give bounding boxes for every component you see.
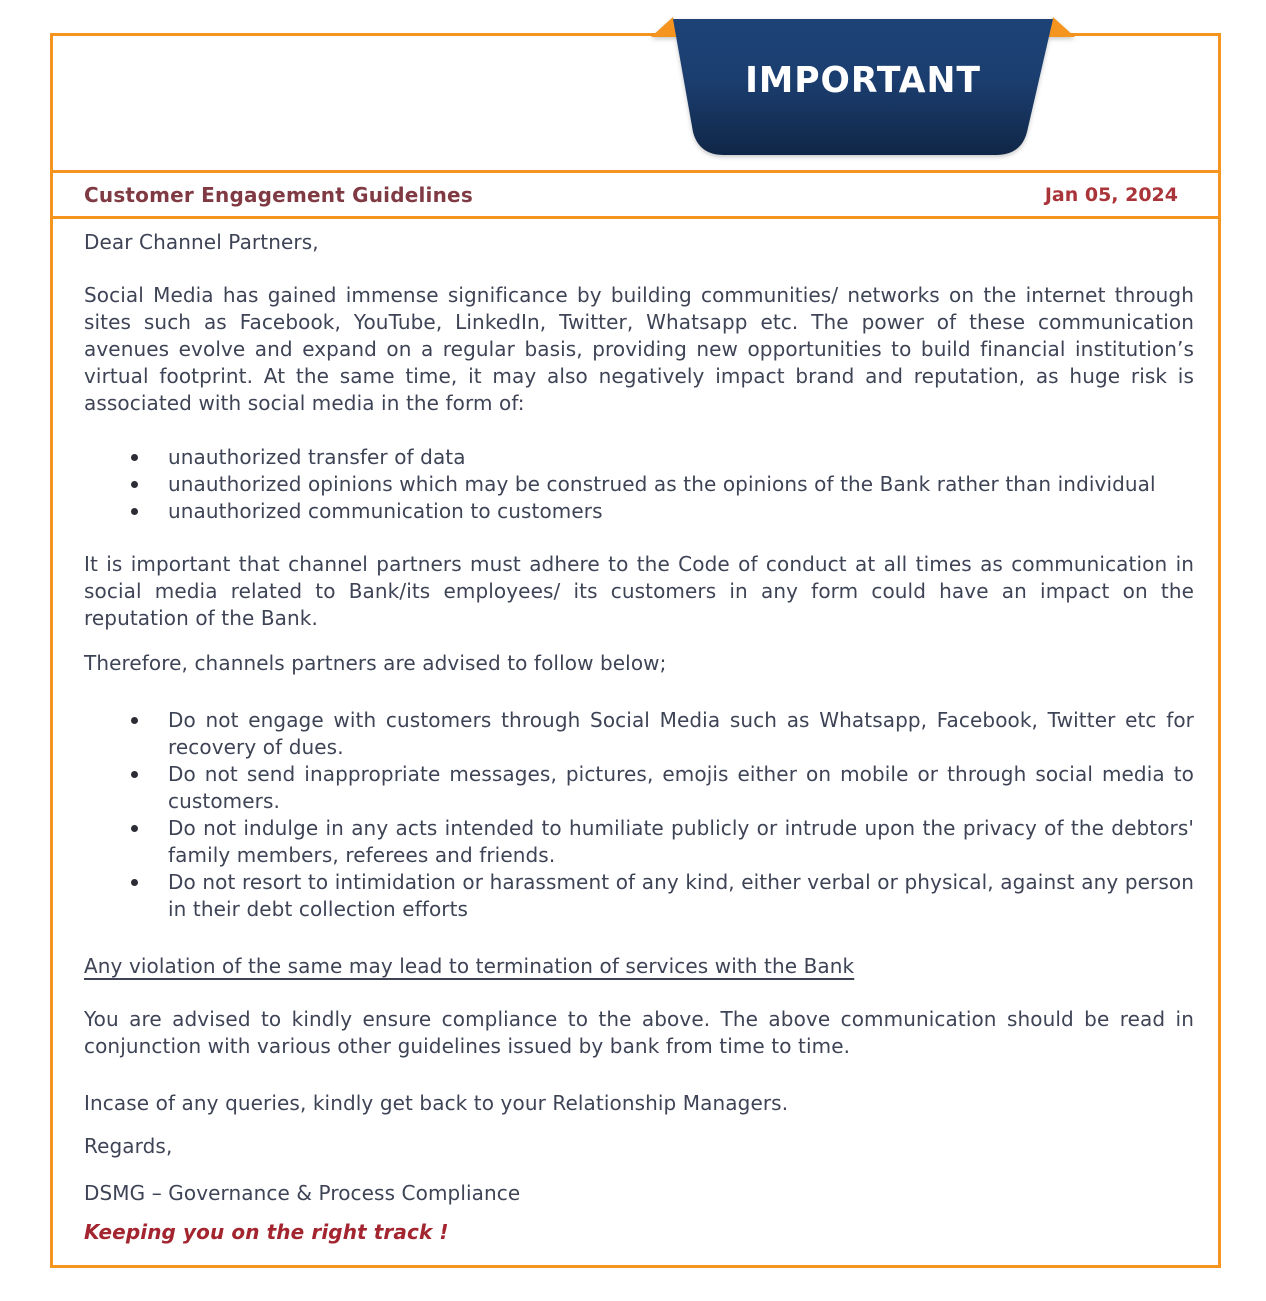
risk-list [84,444,1194,525]
notice-date: Jan 05, 2024 [1044,183,1178,206]
intro-paragraph: Social Media has gained immense significance by building communities/ networks on the internet through sites such as Facebook, YouTube, LinkedIn, Twitter, Whatsapp etc. The power of these communication avenues evolve and expand on a regular basis, providing new opportunities to build financial institution’s virtual footprint. At the same time, it may also negatively impact brand and reputation, as huge risk is associated with social media in the form of: [84,283,1194,415]
donts-list-item: Do not send inappropriate messages, pictures, emojis either on mobile or through social media to customers. [168,762,1194,813]
salutation: Dear Channel Partners, [84,230,319,254]
notice-body [53,219,1218,1246]
code-of-conduct-paragraph: It is important that channel partners must adhere to the Code of conduct at all times as communication in social media related to Bank/its employees/ its customers in any form could have an impact on the reputation of the Bank. [84,552,1194,630]
violation-notice: Any violation of the same may lead to termination of services with the Bank [84,954,855,978]
ribbon-fold-right-icon [1049,17,1075,37]
ribbon-fold-left-icon [651,17,677,37]
signature-line: DSMG – Governance & Process Compliance [84,1181,521,1205]
tagline: Keeping you on the right track ! [84,1220,449,1244]
notice-border-frame [50,33,1221,1268]
queries-paragraph: Incase of any queries, kindly get back to your Relationship Managers. [84,1091,789,1115]
notice-title: Customer Engagement Guidelines [84,182,473,207]
donts-list [84,707,1194,923]
important-banner [645,12,1075,162]
risk-list-item: unauthorized opinions which may be construed as the opinions of the Bank rather than individual [168,471,1194,498]
regards-line: Regards, [84,1134,173,1158]
banner-label: IMPORTANT [745,60,981,101]
notice-header [53,173,1218,219]
risk-list-item: unauthorized communication to customers [168,498,1194,525]
donts-list-item: Do not indulge in any acts intended to humiliate publicly or intrude upon the privacy of the debtors' family members, referees and friends. [168,816,1194,867]
advice-intro: Therefore, channels partners are advised to follow below; [84,651,667,675]
donts-list-item: Do not resort to intimidation or harassment of any kind, either verbal or physical, against any person in their debt collection efforts [168,870,1194,921]
compliance-paragraph: You are advised to kindly ensure compliance to the above. The above communication should be read in conjunction with various other guidelines issued by bank from time to time. [84,1007,1194,1058]
risk-list-item: unauthorized transfer of data [168,444,1194,471]
donts-list-item: Do not engage with customers through Social Media such as Whatsapp, Facebook, Twitter etc for recovery of dues. [168,708,1194,759]
